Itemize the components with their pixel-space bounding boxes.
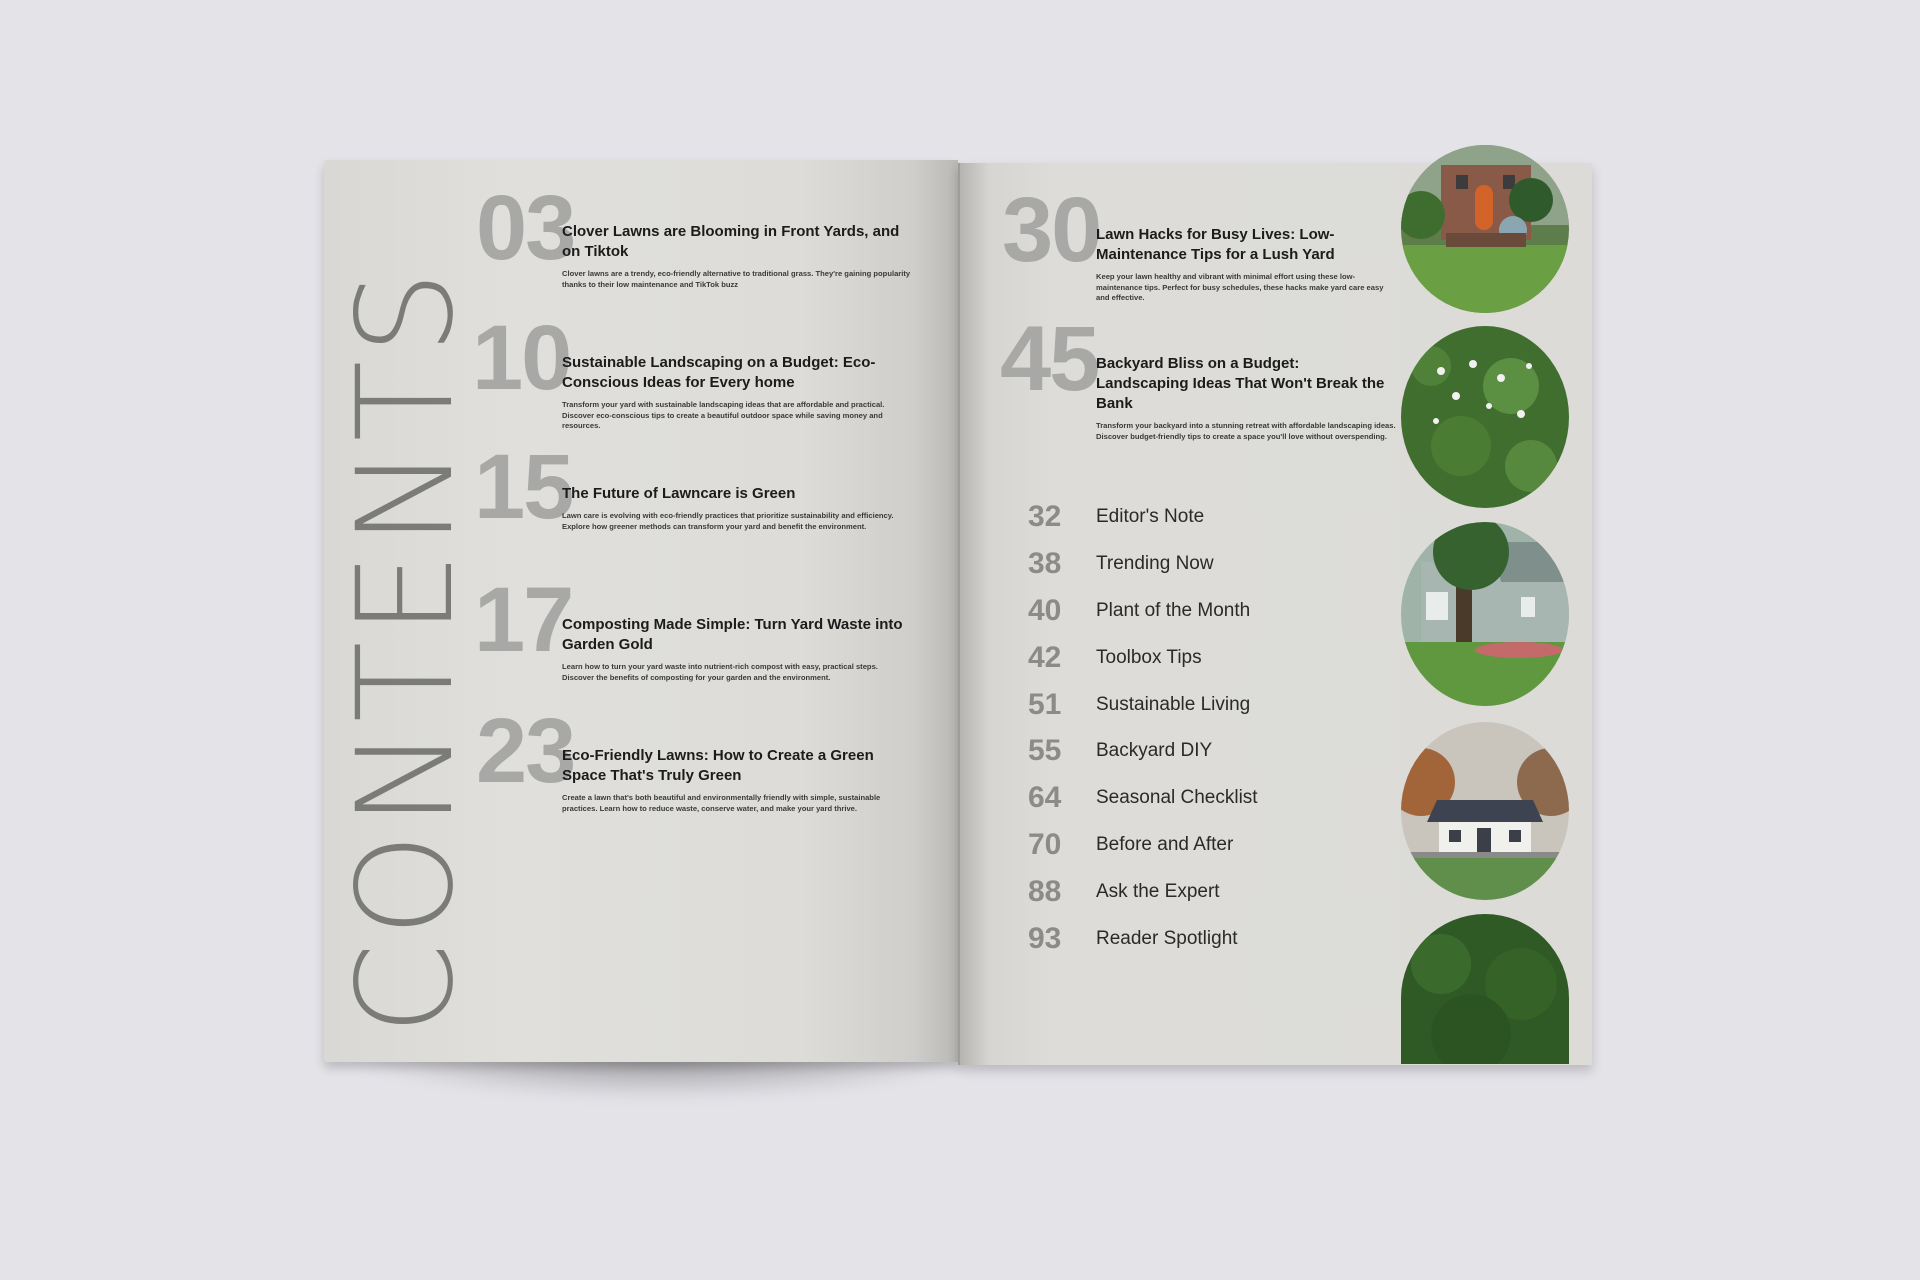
article-entry[interactable] (562, 746, 912, 814)
department-page-number: 88 (1028, 875, 1062, 908)
department-item[interactable] (1028, 638, 1202, 678)
department-item[interactable] (1028, 544, 1214, 584)
department-page-number: 70 (1028, 828, 1062, 861)
department-label: Editor's Note (1096, 506, 1205, 527)
department-item[interactable] (1028, 825, 1233, 865)
article-description: Learn how to turn your yard waste into nutrient-rich compost with easy, practical steps. Discover the benefits of composting for your garden and the environment. (562, 662, 878, 682)
article-number: 15 (474, 436, 573, 538)
article-number: 17 (474, 569, 573, 671)
article-description: Keep your lawn healthy and vibrant with minimal effort using these low-maintenance tips. Perfect for busy schedules, these hacks make yard care easy and effective. (1096, 272, 1384, 302)
department-label: Reader Spotlight (1096, 928, 1238, 949)
article-description: Create a lawn that's both beautiful and environmentally friendly with simple, sustainable practices. Learn how to reduce waste, conserve water, and make your yard thrive. (562, 793, 881, 813)
department-label: Toolbox Tips (1096, 647, 1202, 668)
article-description: Transform your yard with sustainable landscaping ideas that are affordable and practical. Discover eco-conscious tips to create a beautiful outdoor space while saving money and resources. (562, 400, 885, 430)
department-label: Ask the Expert (1096, 881, 1220, 902)
article-entry[interactable] (562, 353, 912, 432)
department-item[interactable] (1028, 591, 1250, 631)
department-label: Trending Now (1096, 553, 1214, 574)
department-label: Before and After (1096, 834, 1234, 855)
article-entry[interactable] (562, 615, 912, 683)
department-page-number: 40 (1028, 594, 1062, 627)
article-title: Clover Lawns are Blooming in Front Yards, and on Tiktok (562, 223, 900, 260)
article-title: Lawn Hacks for Busy Lives: Low-Maintenance Tips for a Lush Yard (1096, 226, 1335, 263)
article-title: The Future of Lawncare is Green (562, 485, 796, 502)
house-photo-1 (1401, 145, 1569, 313)
article-title: Composting Made Simple: Turn Yard Waste into Garden Gold (562, 616, 903, 653)
article-number: 10 (472, 307, 571, 409)
article-number: 30 (1002, 179, 1101, 281)
article-entry[interactable] (1096, 354, 1396, 442)
article-title: Backyard Bliss on a Budget: Landscaping Ideas That Won't Break the Bank (1096, 355, 1385, 412)
department-item[interactable] (1028, 731, 1212, 771)
department-page-number: 64 (1028, 781, 1062, 814)
department-label: Backyard DIY (1096, 740, 1213, 761)
department-item[interactable] (1028, 778, 1258, 818)
department-label: Seasonal Checklist (1096, 787, 1258, 808)
department-page-number: 38 (1028, 547, 1062, 580)
article-entry[interactable] (562, 222, 912, 290)
page-gutter (958, 163, 960, 1065)
article-title: Sustainable Landscaping on a Budget: Eco-Conscious Ideas for Every home (562, 354, 876, 391)
department-item[interactable] (1028, 685, 1250, 725)
article-description: Transform your backyard into a stunning retreat with affordable landscaping ideas. Discover budget-friendly tips to create a space you'll love without overspending. (1096, 421, 1396, 441)
article-number: 03 (476, 177, 575, 279)
article-description: Clover lawns are a trendy, eco-friendly alternative to traditional grass. They're gaining popularity thanks to their low maintenance and TikTok buzz (562, 269, 911, 289)
clover-photo (1401, 326, 1569, 508)
article-number: 23 (476, 700, 575, 802)
department-item[interactable] (1028, 919, 1238, 959)
department-item[interactable] (1028, 497, 1204, 537)
article-entry[interactable] (1096, 225, 1396, 304)
department-page-number: 55 (1028, 734, 1062, 767)
department-page-number: 32 (1028, 500, 1062, 533)
department-page-number: 93 (1028, 922, 1062, 955)
article-description: Lawn care is evolving with eco-friendly practices that prioritize sustainability and efficiency. Explore how greener methods can transform your yard and benefit the environment. (562, 511, 894, 531)
house-photo-3 (1401, 722, 1569, 900)
department-page-number: 42 (1028, 641, 1062, 674)
department-label: Sustainable Living (1096, 694, 1251, 715)
house-photo-2 (1401, 522, 1569, 706)
article-entry[interactable] (562, 484, 912, 532)
contents-heading: CONTENTS (329, 264, 483, 1035)
department-label: Plant of the Month (1096, 600, 1251, 621)
department-page-number: 51 (1028, 688, 1062, 721)
department-item[interactable] (1028, 872, 1220, 912)
article-title: Eco-Friendly Lawns: How to Create a Green Space That's Truly Green (562, 747, 874, 784)
article-number: 45 (1000, 308, 1099, 410)
